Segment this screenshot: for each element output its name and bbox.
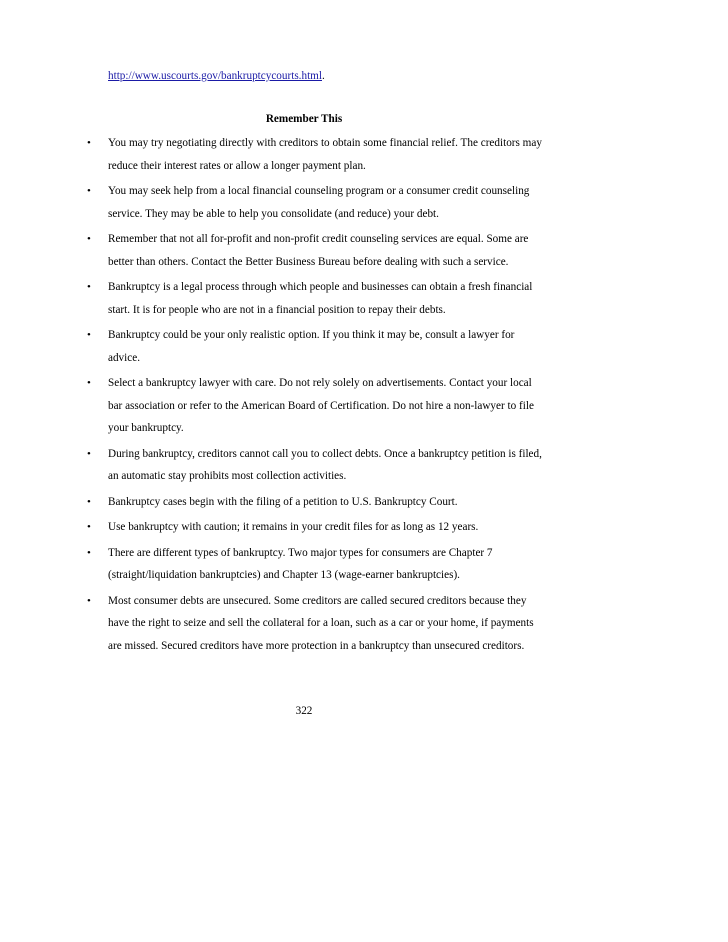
list-item-text: Bankruptcy could be your only realistic option. If you think it may be, consult a lawyer for advice. [108, 329, 515, 364]
list-item-text: You may try negotiating directly with creditors to obtain some financial relief. The creditors may reduce their interest rates or allow a longer payment plan. [108, 137, 542, 172]
list-item [0, 491, 548, 514]
list-item-text: Bankruptcy is a legal process through which people and businesses can obtain a fresh financial start. It is for people who are not in a financial position to repay their debts. [108, 281, 533, 316]
bullet-icon: • [87, 233, 91, 245]
url-trailing-period: . [322, 70, 325, 82]
list-item-text: Most consumer debts are unsecured. Some creditors are called secured creditors because they have the right to seize and sell the collateral for a loan, such as a car or your home, if payments are missed. Secured creditors have more protection in a bankruptcy than unsecured creditors. [108, 594, 534, 652]
bullet-icon: • [87, 447, 91, 460]
bullet-icon: • [87, 137, 91, 149]
list-item-text: There are different types of bankruptcy. Two major types for consumers are Chapter 7 (straight/liquidation bankruptcies) and Chapter 13 (wage-earner bankruptcies). [108, 546, 493, 581]
list-item [0, 516, 548, 539]
list-item [0, 180, 548, 225]
bullet-icon: • [87, 377, 91, 389]
section-heading: Remember This [265, 113, 343, 125]
bullet-icon: • [87, 495, 91, 508]
list-item-text: Select a bankruptcy lawyer with care. Do not rely solely on advertisements. Contact your local bar association or refer to the American Board of Certification. Do not hire a non-lawyer to file your bankruptcy. [108, 377, 534, 434]
bullet-list [0, 132, 640, 660]
list-item [0, 132, 548, 177]
list-item-text: Bankruptcy cases begin with the filing of a petition to U.S. Bankruptcy Court. [108, 495, 458, 508]
list-item-text: During bankruptcy, creditors cannot call you to collect debts. Once a bankruptcy petition is filed, an automatic stay prohibits most collection activities. [108, 447, 542, 482]
list-item [0, 324, 548, 369]
list-item-text: You may seek help from a local financial counseling program or a consumer credit counseling service. They may be able to help you consolidate (and reduce) your debt. [108, 185, 530, 220]
list-item [0, 443, 548, 488]
url-line [108, 68, 325, 84]
list-item [0, 228, 548, 273]
uscourts-link[interactable]: http://www.uscourts.gov/bankruptcycourts.html [108, 70, 322, 82]
bullet-icon: • [87, 329, 91, 341]
list-item [0, 372, 548, 440]
list-item [0, 276, 548, 321]
bullet-icon: • [87, 594, 91, 607]
page-number: 322 [295, 705, 313, 717]
list-item-text: Remember that not all for-profit and non-profit credit counseling services are equal. Some are better than others. Contact the Better Business Bureau before dealing with such a service. [108, 233, 529, 268]
list-item [0, 590, 548, 658]
bullet-icon: • [87, 185, 91, 197]
list-item-text: Use bankruptcy with caution; it remains in your credit files for as long as 12 years. [108, 521, 479, 533]
list-item [0, 542, 548, 587]
bullet-icon: • [87, 281, 91, 293]
bullet-icon: • [87, 546, 91, 559]
bullet-icon: • [87, 521, 91, 533]
